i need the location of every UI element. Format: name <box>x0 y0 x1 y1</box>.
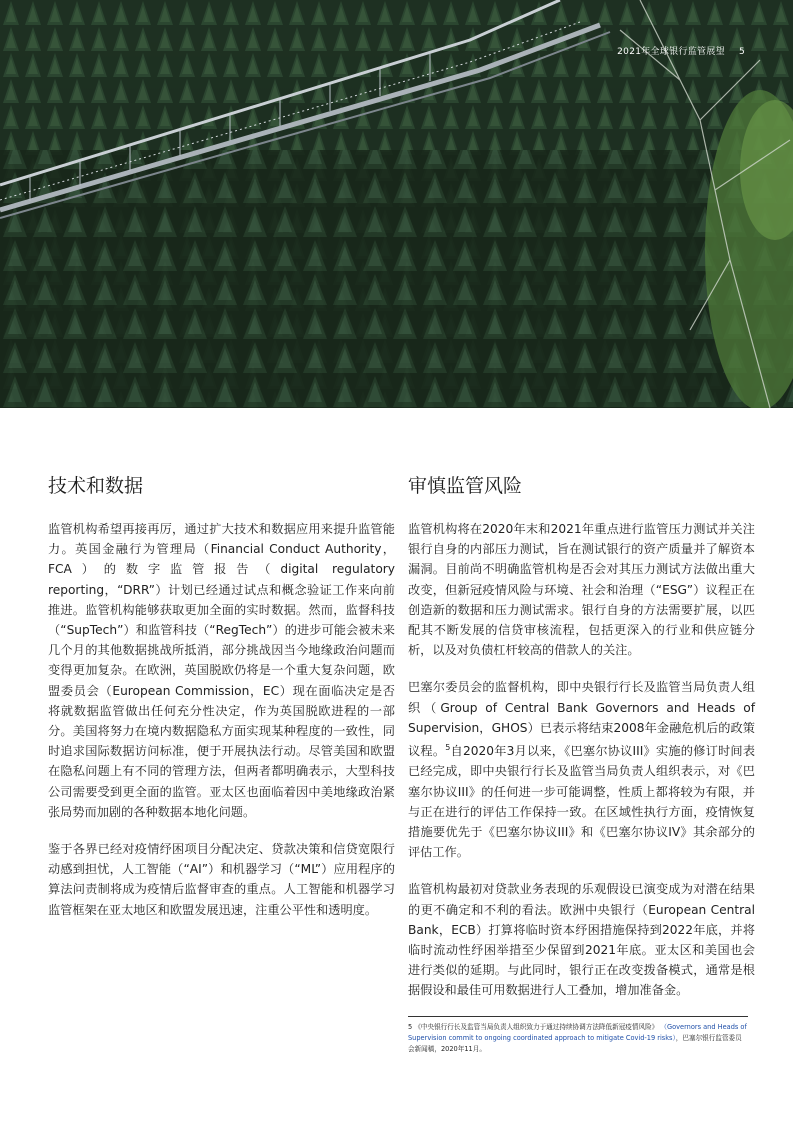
footnote-divider <box>408 1016 748 1017</box>
running-header <box>617 44 745 57</box>
hero-photo-forest-bridge <box>0 0 793 408</box>
footnote-number: 5 <box>408 1023 413 1031</box>
paragraph: 鉴于各界已经对疫情纾困项目分配决定、贷款决策和信贷宽限行动感到担忧，人工智能（“AI”）和机器学习（“ML”）应用程序的算法问责制将成为疫情后监督审查的重点。人工智能和机器学习监管框架在亚太地区和欧盟发展迅速，注重公平性和透明度。 <box>48 842 395 917</box>
footnote-suffix: ，巴塞尔银行监管委员会新闻稿，2020年11月。 <box>408 1034 742 1053</box>
paragraph <box>408 677 755 862</box>
section-technology-and-data <box>48 473 395 937</box>
footnote <box>408 1022 748 1055</box>
section-prudential-risk <box>408 473 755 1018</box>
paragraph-text: 自2020年3月以来，《巴塞尔协议III》实施的修订时间表已经完成，即中央银行行长及监管当局负责人组织表示，对《巴塞尔协议III》的任何进一步可能调整，性质上都将较为有限，并与正在进行的评估工作保持一致。在区域性执行方面，疫情恢复措施要优先于《巴塞尔协议III》和《巴塞尔协议IV》其余部分的评估工作。 <box>408 744 756 860</box>
page-number: 5 <box>738 47 745 57</box>
forest-bridge-illustration <box>0 0 793 408</box>
section-heading-right: 审慎监管风险 <box>408 475 523 497</box>
paragraph: 监管机构将在2020年末和2021年重点进行监管压力测试并关注银行自身的内部压力测试，旨在测试银行的资产质量并了解资本漏洞。目前尚不明确监管机构是否会对其压力测试方法做出重大改变，但新冠疫情风险与环境、社会和治理（“ESG”）议程正在创造新的数据和压力测试需求。银行自身的方法需要扩展，以匹配其不断发展的信贷审核流程，包括更深入的行业和供应链分析，以及对负债杠杆较高的借款人的关注。 <box>408 522 755 658</box>
paragraph: 监管机构最初对贷款业务表现的乐观假设已演变成为对潜在结果的更不确定和不利的看法。欧洲中央银行（European Central Bank，ECB）打算将临时资本纾困措施保持到2022年底，并将临时流动性纾困举措至少保留到2021年底。亚太区和美国也会进行类似的延期。与此同时，银行正在改变拨备模式，通常是根据假设和最佳可用数据进行人工叠加，增加准备金。 <box>408 882 755 998</box>
footnote-title: 《中央银行行长及监管当局负责人组织致力于通过持续协调方法降低新冠疫情风险》 <box>414 1023 659 1031</box>
paragraph: 监管机构希望再接再厉，通过扩大技术和数据应用来提升监管能力。英国金融行为管理局（Financial Conduct Authority，FCA）的数字监管报告（digital regulatory reporting，“DRR”）计划已经通过试点和概念验证工作来向前推进。监管机构能够获取更加全面的实时数据。然而，监督科技（“SupTech”）和监管科技（“RegTech”）的进步可能会被未来几个月的其他数据挑战所抵消，部分挑战因当今地缘政治问题而变得更加复杂。在欧洲，英国脱欧仍将是一个重大复杂问题，欧盟委员会（European Commission，EC）现在面临决定是否将就数据监管做出任何充分性决定，作为英国脱欧进程的一部分。美国将努力在境内数据隐私方面实现某种程度的一致性，同时追求国际数据访问标准，便于开展执法行动。尽管美国和欧盟在隐私问题上有不同的管理方法，但两者都明确表示，大型科技公司需要受到更全面的监管。亚太区也面临着因中美地缘政治紧张局势而加剧的各种数据本地化问题。 <box>48 522 395 819</box>
footnote-marker[interactable]: 5 <box>445 743 451 753</box>
paragraph-text: 巴塞尔委员会的监督机构，即中央银行行长及监管当局负责人组织（Group of Central Bank Governors and Heads of Supervision，GHOS）已表示将结束2008年金融危机后的政策议程。 <box>408 680 755 759</box>
section-heading-left: 技术和数据 <box>48 475 144 497</box>
footnote-link[interactable]: （Governors and Heads of Supervision commit to ongoing coordinated approach to mitigate Covid-19 risks） <box>408 1023 747 1042</box>
header-title: 2021年全球银行监管展望 <box>617 47 725 57</box>
